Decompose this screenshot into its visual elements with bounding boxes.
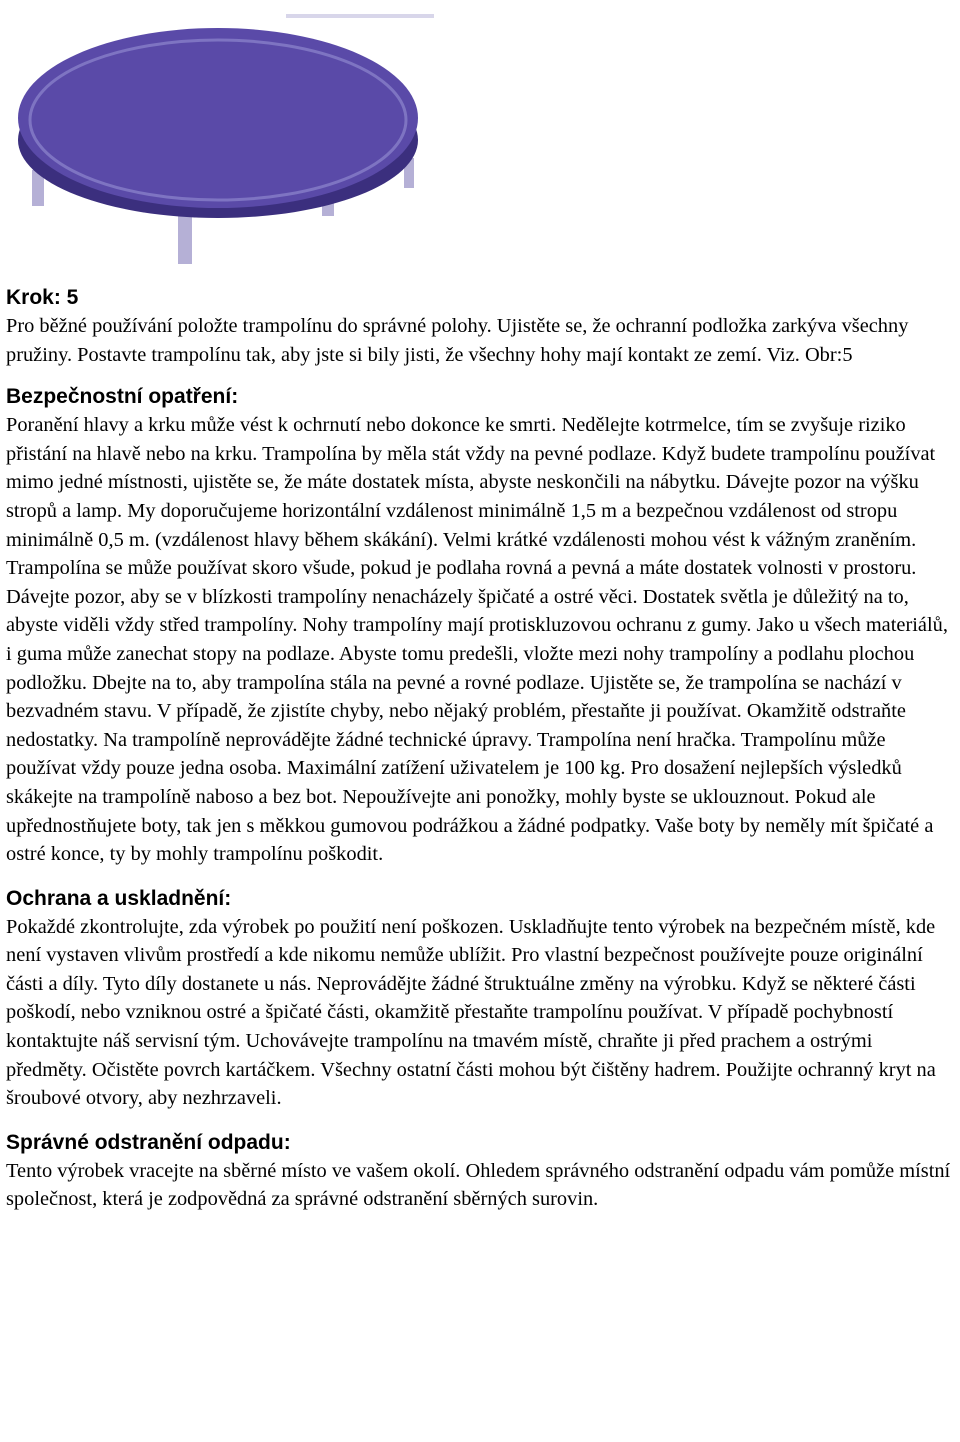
- section-text-safety: Poranění hlavy a krku může vést k ochrnutí nebo dokonce ke smrti. Nedělejte kotrmelce, tím se zvyšuje riziko přistání na hlavě nebo na krku. Trampolína by měla stát vždy na pevné podlaze. Když budete trampolínu používat mimo jedné místnosti, ujistěte se, že máte dostatek místa, abyste neskončili na nábytku. Dávejte pozor na výšku stropů a lamp. My doporučujeme horizontální vzdálenost minimálně 1,5 m a bezpečnou vzdálenost od stropu minimálně 0,5 m. (vzdálenost hlavy během skákání). Velmi krátké vzdálenosti mohou vést k vážným zraněním. Trampolína se může používat skoro všude, pokud je podlaha rovná a pevná a máte dostatek volnosti v prostoru. Dávejte pozor, aby se v blízkosti trampolíny nenacházely špičaté a ostré věci. Dostatek světla je důležitý na to, abyste viděli vždy střed trampolíny. Nohy trampolíny mají protiskluzovou ochranu z gumy. Jako u všech materiálů, i guma může zanechat stopy na podlaze. Abyste tomu predešli, vložte mezi nohy trampolíny a podlahu plochou podložku. Dbejte na to, aby trampolína stála na pevné a rovné podlaze. Ujistěte se, že trampolína se nachází v bezvadném stavu. V případě, že zjistíte chyby, nebo nějaký problém, přestaňte ji používat. Okamžitě odstraňte nedostatky. Na trampolíně neprovádějte žádné technické úpravy. Trampolína není hračka. Trampolínu může používat vždy pouze jedna osoba. Maximální zatížení uživatelem je 100 kg. Pro dosažení nejlepších výsledků skákejte na trampolíně naboso a bez bot. Nepoužívejte ani ponožky, mohly byste se uklouznout. Pokud ale upřednostňujete boty, tak jen s měkkou gumovou podrážkou a žádné podpatky. Vaše boty by neměly mít špičaté a ostré konce, ty by mohly trampolínu poškodit.: [6, 414, 948, 866]
- section-text-disposal: Tento výrobek vracejte na sběrné místo ve vašem okolí. Ohledem správného odstranění odpadu vám pomůže místní společnost, která je zodpovědná za správné odstranění sběrných surovin.: [6, 1159, 951, 1211]
- section-heading-storage: Ochrana a uskladnění:: [6, 886, 232, 910]
- section-heading-step5: Krok: 5: [6, 286, 79, 309]
- trampoline-illustration: [0, 0, 440, 280]
- section-heading-disposal: Správné odstranění odpadu:: [6, 1130, 291, 1154]
- scan-artifact: [286, 14, 434, 18]
- section-text-step5: Pro běžné používání položte trampolínu do správné polohy. Ujistěte se, že ochranní podložka zarkýva všechny pružiny. Postavte trampolínu tak, aby jste si bily jisti, že všechny hohy mají kontakt ze zemí. Viz. Obr:5: [6, 315, 909, 366]
- trampoline-mat: [18, 28, 418, 208]
- document-body: [6, 284, 956, 1214]
- section-text-storage: Pokaždé zkontrolujte, zda výrobek po použití není poškozen. Uskladňujte tento výrobek na bezpečném místě, kde není vystaven vlivům prostředí a kde nikomu nemůže ublížit. Pro vlastní bezpečnost používejte pouze originální části a díly. Tyto díly dostanete u nás. Neprovádějte žádné štruktuálne změny na výrobku. Když se některé části poškodí, nebo vzniknou ostré a špičaté části, okamžitě přestaňte trampolínu používat. V případě pochybností kontaktujte náš servisní tým. Uchovávejte trampolínu na tmavém místě, chraňte ji před prachem a ostrými předměty. Očistěte povrch kartáčkem. Všechny ostatní části mohou být čištěny hadrem. Použijte ochranný kryt na šroubové otvory, aby nezhrzaveli.: [6, 915, 936, 1110]
- section-heading-safety: Bezpečnostní opatření:: [6, 385, 239, 409]
